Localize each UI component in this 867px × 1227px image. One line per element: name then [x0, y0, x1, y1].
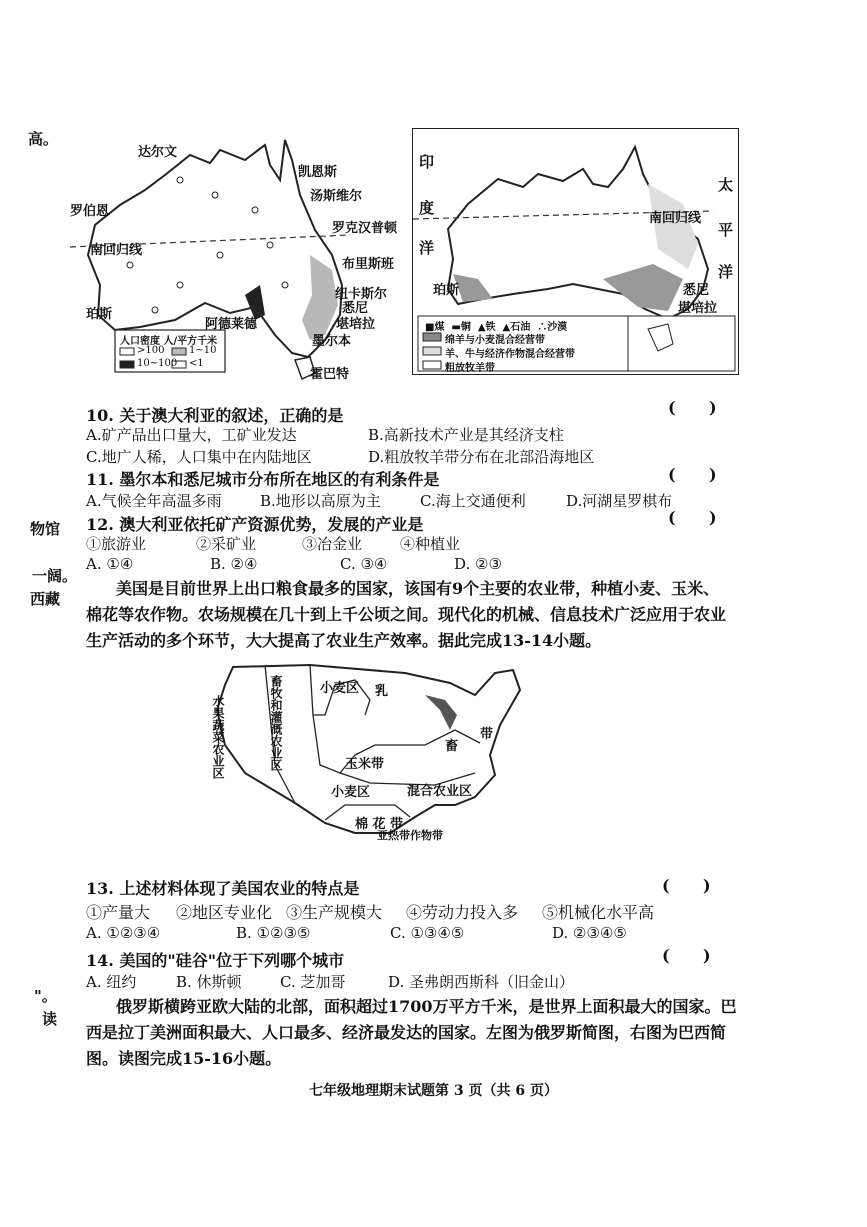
q13-item-3: ③生产规模大: [286, 903, 383, 922]
city-cairns: 凯恩斯: [298, 165, 338, 180]
q10-option-c[interactable]: C.地广人稀，人口集中在内陆地区: [86, 448, 312, 466]
q10-answer-paren[interactable]: ( ): [668, 398, 717, 417]
legend-gt100: >100: [137, 345, 165, 356]
q14-stem: 14. 美国的"硅谷"位于下列哪个城市: [86, 951, 345, 970]
usa-label-dairy: 乳: [375, 684, 389, 699]
legend-zone-sheep-wheat: 绵羊与小麦混合经营带: [445, 335, 545, 346]
label-yin: 印: [419, 153, 435, 171]
usa-agriculture-map: [195, 655, 540, 855]
margin-note-low2: 读: [42, 1010, 58, 1028]
q14-option-d[interactable]: D. 圣弗朗西斯科（旧金山）: [388, 973, 575, 991]
legend-zone-mixed: 羊、牛与经济作物混合经营带: [445, 349, 575, 360]
city-melbourne: 墨尔本: [312, 334, 352, 349]
q14-answer-paren[interactable]: ( ): [662, 946, 711, 965]
legend-1-10: 1~10: [189, 345, 217, 356]
city-canberra-right: 堪培拉: [678, 301, 718, 316]
label-ping: 平: [718, 221, 734, 239]
q12-option-b[interactable]: B. ②④: [210, 555, 258, 573]
q14-option-b[interactable]: B. 休斯顿: [176, 973, 242, 991]
q12-item-3: ③冶金业: [302, 535, 363, 553]
city-perth: 珀斯: [86, 307, 113, 322]
legend-zone-extensive: 粗放牧羊带: [445, 363, 495, 374]
legend-desert: ∴沙漠: [537, 322, 568, 333]
q11-option-c[interactable]: C.海上交通便利: [420, 492, 526, 510]
q12-option-a[interactable]: A. ①④: [86, 555, 134, 573]
q12-option-c[interactable]: C. ③④: [340, 555, 388, 573]
q13-option-a[interactable]: A. ①②③④: [86, 924, 161, 942]
q13-option-d[interactable]: D. ②③④⑤: [552, 924, 627, 942]
q12-stem: 12. 澳大利亚依托矿产资源优势，发展的产业是: [86, 515, 424, 534]
label-du: 度: [419, 199, 435, 217]
usa-label-west: 水果蔬菜农业区: [211, 695, 225, 779]
q10-option-d[interactable]: D.粗放牧羊带分布在北部沿海地区: [368, 448, 595, 466]
usa-label-winter-wheat: 小麦区: [331, 785, 371, 800]
margin-note-mid1: 物馆: [30, 520, 61, 538]
margin-note-mid3: 西藏: [30, 590, 61, 608]
q13-item-1: ①产量大: [86, 903, 151, 922]
q13-answer-paren[interactable]: ( ): [662, 876, 711, 895]
q13-item-4: ④劳动力投入多: [406, 903, 519, 922]
legend-coal: ■煤: [425, 322, 445, 333]
q11-option-d[interactable]: D.河湖星罗棋布: [566, 492, 673, 510]
city-hobart: 霍巴特: [310, 367, 350, 382]
margin-note-mid2: 一阔。: [32, 567, 78, 585]
tropic-label-right: 南回归线: [649, 211, 702, 226]
q14-option-a[interactable]: A. 纽约: [86, 973, 137, 991]
margin-note-low1: "。: [34, 987, 57, 1005]
city-sydney-right: 悉尼: [683, 283, 710, 298]
city-perth-right: 珀斯: [433, 283, 460, 298]
label-tai: 太: [718, 176, 734, 194]
city-rockhampton: 罗克汉普顿: [332, 221, 398, 236]
q12-item-1: ①旅游业: [86, 535, 147, 553]
city-canberra: 堪培拉: [336, 317, 376, 332]
tropic-label-left: 南回归线: [90, 243, 143, 258]
city-sydney: 悉尼: [342, 301, 369, 316]
usa-label-subtropical: 亚热带作物带: [377, 829, 443, 842]
q13-item-2: ②地区专业化: [176, 903, 273, 922]
legend-lt1: <1: [189, 358, 204, 369]
usa-intro-paragraph: 美国是目前世界上出口粮食最多的国家，该国有9个主要的农业带，种植小麦、玉米、棉花等农作物。农场规模在几十到上千公顷之间。现代化的机械、信息技术广泛应用于农业生产活动的多个环节，大大提高了农业生产效率。据此完成13-14小题。: [86, 579, 727, 650]
usa-label-cotton: 棉 花 带: [355, 817, 404, 832]
label-yang-right: 洋: [718, 263, 734, 281]
q10-option-a[interactable]: A.矿产品出口量大，工矿业发达: [86, 426, 297, 444]
q12-option-d[interactable]: D. ②③: [454, 555, 502, 573]
q12-item-4: ④种植业: [400, 535, 461, 553]
legend-copper: ▬铜: [451, 322, 471, 333]
q14-option-c[interactable]: C. 芝加哥: [280, 973, 346, 991]
legend-10-100: 10~100: [137, 358, 178, 369]
australia-agriculture-map: [412, 128, 739, 375]
city-newcastle: 纽卡斯尔: [335, 287, 388, 302]
q13-option-c[interactable]: C. ①③④⑤: [390, 924, 465, 942]
city-townsville: 汤斯维尔: [310, 189, 363, 204]
q10-stem: 10. 关于澳大利亚的叙述，正确的是: [86, 406, 344, 425]
usa-label-spring-wheat: 小麦区: [320, 681, 360, 696]
q11-answer-paren[interactable]: ( ): [668, 465, 717, 484]
city-brisbane: 布里斯班: [342, 257, 395, 272]
q12-item-2: ②采矿业: [196, 535, 257, 553]
usa-label-mixed: 混合农业区: [407, 784, 473, 799]
usa-label-dairy3: 带: [480, 727, 494, 742]
usa-label-range: 畜牧和灌溉农业区: [269, 675, 283, 771]
q11-stem: 11. 墨尔本和悉尼城市分布所在地区的有利条件是: [86, 470, 440, 489]
q13-stem: 13. 上述材料体现了美国农业的特点是: [86, 879, 360, 898]
q11-option-b[interactable]: B.地形以高原为主: [260, 492, 381, 510]
q13-option-b[interactable]: B. ①②③⑤: [236, 924, 311, 942]
q10-option-b[interactable]: B.高新技术产业是其经济支柱: [368, 426, 564, 444]
legend-oil: ▲石油: [502, 322, 531, 333]
label-yang-left: 洋: [419, 239, 435, 257]
city-darwin: 达尔文: [138, 145, 178, 160]
legend-iron: ▲铁: [477, 322, 496, 333]
q13-item-5: ⑤机械化水平高: [542, 903, 655, 922]
russia-brazil-intro-paragraph: 俄罗斯横跨亚欧大陆的北部，面积超过1700万平方千米，是世界上面积最大的国家。巴西是拉丁美洲面积最大、人口最多、经济最发达的国家。左图为俄罗斯简图，右图为巴西简图。读图完成15-16小题。: [86, 997, 737, 1068]
usa-label-corn: 玉米带: [345, 757, 385, 772]
page-footer: 七年级地理期末试题第 3 页（共 6 页）: [309, 1083, 558, 1099]
city-roebourne: 罗伯恩: [70, 204, 110, 219]
city-adelaide: 阿德莱德: [205, 317, 258, 332]
margin-note-top: 高。: [28, 130, 59, 148]
q11-option-a[interactable]: A.气候全年高温多雨: [86, 492, 222, 510]
usa-label-dairy2: 畜: [445, 739, 459, 754]
australia-population-map: [70, 135, 415, 385]
population-legend-title: 人口密度 人/平方千米: [120, 336, 218, 347]
q12-answer-paren[interactable]: ( ): [668, 508, 717, 527]
